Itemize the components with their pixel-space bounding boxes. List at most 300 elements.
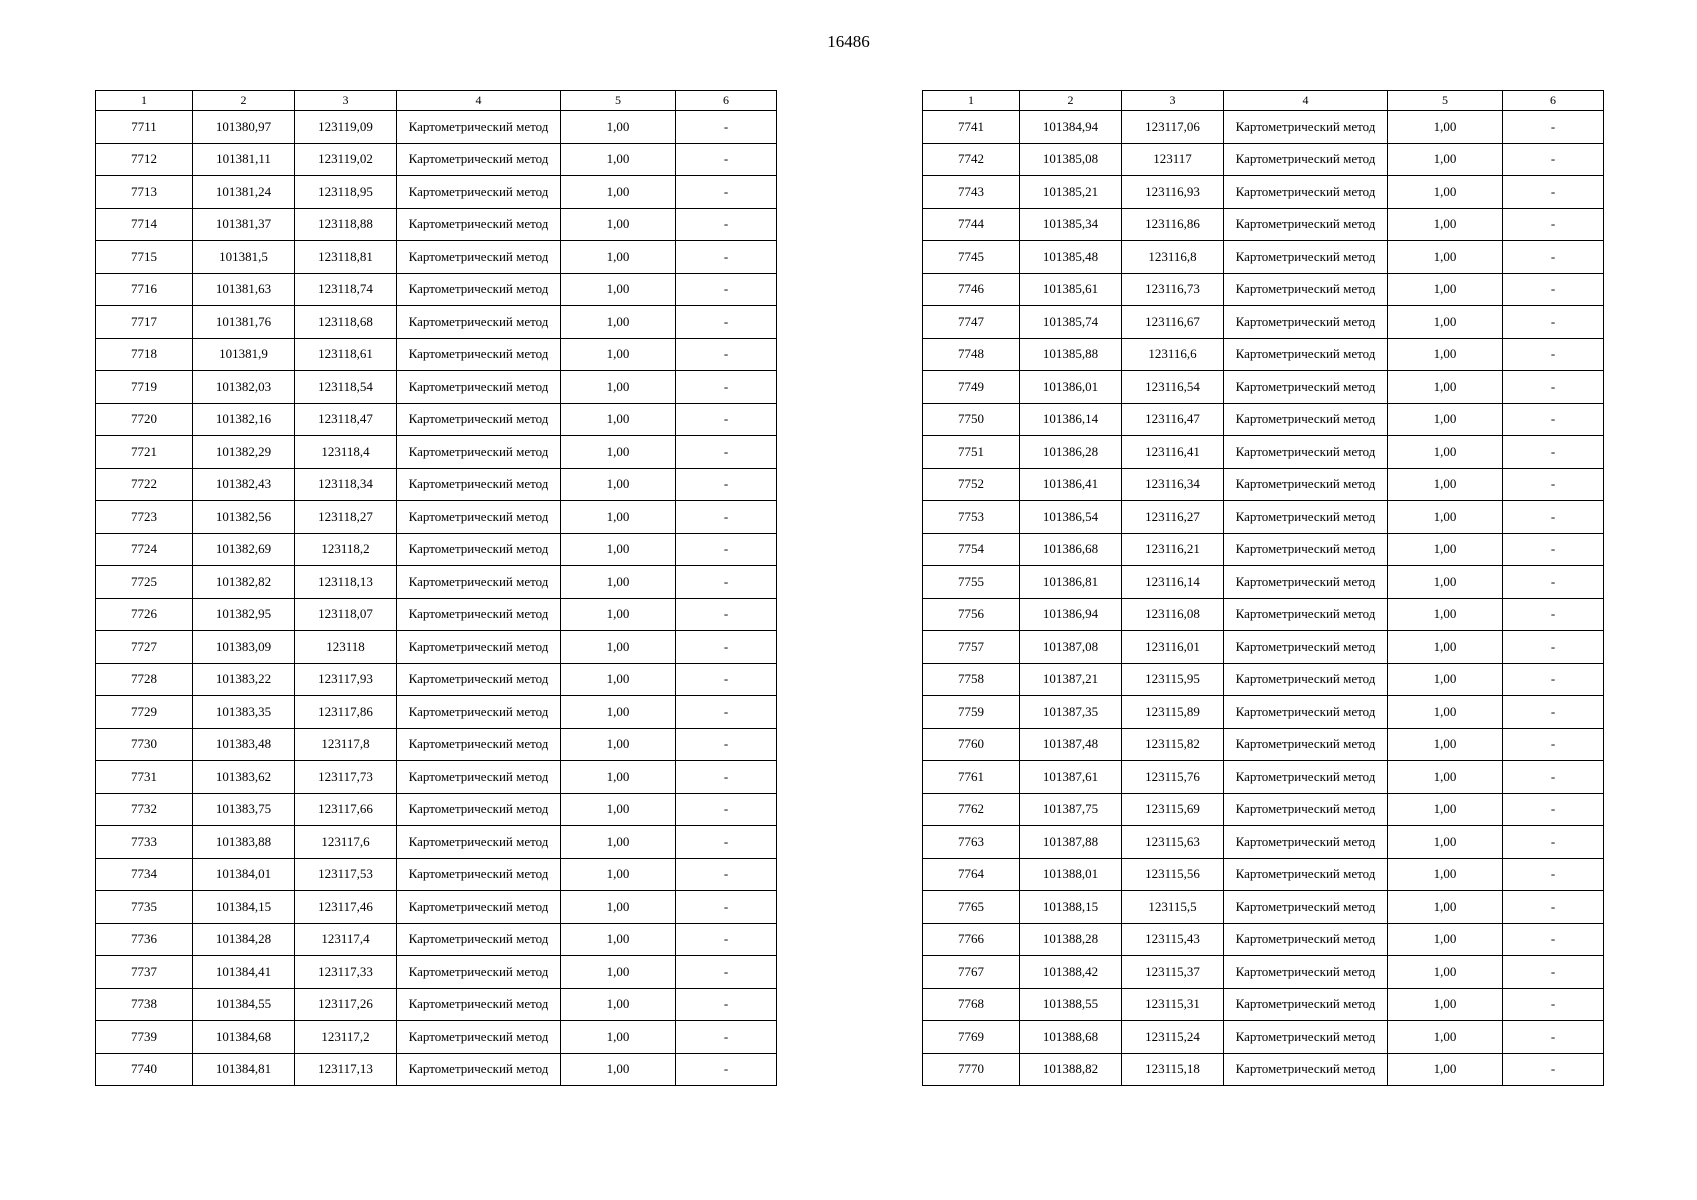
method-cell: Картометрический метод [397, 988, 561, 1021]
accuracy-cell: 1,00 [561, 826, 676, 859]
point-number-cell: 7751 [923, 436, 1020, 469]
accuracy-cell: 1,00 [1388, 371, 1503, 404]
note-cell: - [1503, 241, 1604, 274]
method-cell: Картометрический метод [1224, 403, 1388, 436]
method-cell: Картометрический метод [397, 631, 561, 664]
point-number-cell: 7741 [923, 111, 1020, 144]
point-number-cell: 7718 [96, 338, 193, 371]
accuracy-cell: 1,00 [1388, 988, 1503, 1021]
table-row [923, 891, 1604, 924]
accuracy-cell: 1,00 [561, 956, 676, 989]
table-row [923, 338, 1604, 371]
point-number-cell: 7755 [923, 566, 1020, 599]
x-coordinate-cell: 101383,75 [193, 793, 295, 826]
note-cell: - [1503, 988, 1604, 1021]
column-header: 3 [1122, 91, 1224, 111]
point-number-cell: 7716 [96, 273, 193, 306]
accuracy-cell: 1,00 [1388, 826, 1503, 859]
accuracy-cell: 1,00 [561, 1053, 676, 1086]
accuracy-cell: 1,00 [561, 143, 676, 176]
note-cell: - [1503, 728, 1604, 761]
x-coordinate-cell: 101383,09 [193, 631, 295, 664]
y-coordinate-cell: 123115,82 [1122, 728, 1224, 761]
y-coordinate-cell: 123117,66 [295, 793, 397, 826]
table-row [923, 1053, 1604, 1086]
method-cell: Картометрический метод [1224, 208, 1388, 241]
x-coordinate-cell: 101382,03 [193, 371, 295, 404]
table-row [96, 533, 777, 566]
note-cell: - [1503, 956, 1604, 989]
x-coordinate-cell: 101387,61 [1020, 761, 1122, 794]
point-number-cell: 7715 [96, 241, 193, 274]
x-coordinate-cell: 101385,48 [1020, 241, 1122, 274]
point-number-cell: 7761 [923, 761, 1020, 794]
x-coordinate-cell: 101382,16 [193, 403, 295, 436]
y-coordinate-cell: 123117,6 [295, 826, 397, 859]
point-number-cell: 7748 [923, 338, 1020, 371]
y-coordinate-cell: 123118,81 [295, 241, 397, 274]
table-body-right [923, 111, 1604, 1086]
point-number-cell: 7754 [923, 533, 1020, 566]
note-cell: - [1503, 858, 1604, 891]
method-cell: Картометрический метод [397, 1021, 561, 1054]
method-cell: Картометрический метод [397, 1053, 561, 1086]
note-cell: - [1503, 111, 1604, 144]
method-cell: Картометрический метод [397, 891, 561, 924]
point-number-cell: 7742 [923, 143, 1020, 176]
point-number-cell: 7766 [923, 923, 1020, 956]
method-cell: Картометрический метод [1224, 956, 1388, 989]
method-cell: Картометрический метод [1224, 761, 1388, 794]
method-cell: Картометрический метод [1224, 176, 1388, 209]
method-cell: Картометрический метод [397, 143, 561, 176]
note-cell: - [676, 1021, 777, 1054]
method-cell: Картометрический метод [397, 176, 561, 209]
point-number-cell: 7717 [96, 306, 193, 339]
accuracy-cell: 1,00 [561, 468, 676, 501]
y-coordinate-cell: 123116,73 [1122, 273, 1224, 306]
method-cell: Картометрический метод [397, 273, 561, 306]
table-row [96, 1021, 777, 1054]
note-cell: - [676, 663, 777, 696]
column-header: 2 [1020, 91, 1122, 111]
y-coordinate-cell: 123118,95 [295, 176, 397, 209]
x-coordinate-cell: 101385,88 [1020, 338, 1122, 371]
method-cell: Картометрический метод [397, 923, 561, 956]
x-coordinate-cell: 101383,88 [193, 826, 295, 859]
point-number-cell: 7760 [923, 728, 1020, 761]
y-coordinate-cell: 123117,8 [295, 728, 397, 761]
method-cell: Картометрический метод [397, 111, 561, 144]
accuracy-cell: 1,00 [561, 111, 676, 144]
accuracy-cell: 1,00 [561, 176, 676, 209]
accuracy-cell: 1,00 [1388, 533, 1503, 566]
table-row [923, 631, 1604, 664]
accuracy-cell: 1,00 [1388, 923, 1503, 956]
table-row [96, 826, 777, 859]
table-row [923, 371, 1604, 404]
method-cell: Картометрический метод [1224, 566, 1388, 599]
table-row [96, 208, 777, 241]
accuracy-cell: 1,00 [1388, 631, 1503, 664]
note-cell: - [676, 858, 777, 891]
method-cell: Картометрический метод [1224, 696, 1388, 729]
table-row [923, 533, 1604, 566]
method-cell: Картометрический метод [397, 338, 561, 371]
method-cell: Картометрический метод [397, 208, 561, 241]
method-cell: Картометрический метод [1224, 793, 1388, 826]
point-number-cell: 7720 [96, 403, 193, 436]
column-header: 5 [1388, 91, 1503, 111]
y-coordinate-cell: 123115,18 [1122, 1053, 1224, 1086]
y-coordinate-cell: 123118,07 [295, 598, 397, 631]
accuracy-cell: 1,00 [1388, 306, 1503, 339]
accuracy-cell: 1,00 [561, 338, 676, 371]
accuracy-cell: 1,00 [561, 728, 676, 761]
table-row [96, 696, 777, 729]
y-coordinate-cell: 123117 [1122, 143, 1224, 176]
point-number-cell: 7727 [96, 631, 193, 664]
method-cell: Картометрический метод [397, 663, 561, 696]
note-cell: - [676, 176, 777, 209]
x-coordinate-cell: 101386,14 [1020, 403, 1122, 436]
table-row [96, 956, 777, 989]
point-number-cell: 7765 [923, 891, 1020, 924]
y-coordinate-cell: 123118,74 [295, 273, 397, 306]
x-coordinate-cell: 101383,35 [193, 696, 295, 729]
y-coordinate-cell: 123119,02 [295, 143, 397, 176]
y-coordinate-cell: 123118,13 [295, 566, 397, 599]
note-cell: - [1503, 1053, 1604, 1086]
table-row [923, 273, 1604, 306]
column-header: 4 [1224, 91, 1388, 111]
table-row [923, 663, 1604, 696]
note-cell: - [676, 338, 777, 371]
note-cell: - [676, 1053, 777, 1086]
point-number-cell: 7768 [923, 988, 1020, 1021]
table-row [923, 598, 1604, 631]
note-cell: - [1503, 306, 1604, 339]
method-cell: Картометрический метод [397, 793, 561, 826]
table-row [923, 208, 1604, 241]
table-header-row [923, 91, 1604, 111]
method-cell: Картометрический метод [1224, 631, 1388, 664]
y-coordinate-cell: 123115,95 [1122, 663, 1224, 696]
note-cell: - [676, 468, 777, 501]
method-cell: Картометрический метод [1224, 241, 1388, 274]
table-row [923, 111, 1604, 144]
accuracy-cell: 1,00 [561, 533, 676, 566]
accuracy-cell: 1,00 [1388, 501, 1503, 534]
note-cell: - [676, 371, 777, 404]
column-header: 1 [923, 91, 1020, 111]
point-number-cell: 7723 [96, 501, 193, 534]
point-number-cell: 7736 [96, 923, 193, 956]
method-cell: Картометрический метод [1224, 826, 1388, 859]
x-coordinate-cell: 101384,28 [193, 923, 295, 956]
table-row [923, 403, 1604, 436]
method-cell: Картометрический метод [397, 761, 561, 794]
method-cell: Картометрический метод [397, 728, 561, 761]
accuracy-cell: 1,00 [1388, 273, 1503, 306]
table-row [923, 696, 1604, 729]
y-coordinate-cell: 123117,06 [1122, 111, 1224, 144]
note-cell: - [1503, 403, 1604, 436]
note-cell: - [1503, 696, 1604, 729]
column-header: 6 [676, 91, 777, 111]
x-coordinate-cell: 101382,82 [193, 566, 295, 599]
table-row [96, 241, 777, 274]
column-header: 1 [96, 91, 193, 111]
point-number-cell: 7764 [923, 858, 1020, 891]
note-cell: - [676, 501, 777, 534]
y-coordinate-cell: 123117,33 [295, 956, 397, 989]
note-cell: - [1503, 208, 1604, 241]
x-coordinate-cell: 101382,69 [193, 533, 295, 566]
method-cell: Картометрический метод [1224, 858, 1388, 891]
table-row [923, 241, 1604, 274]
note-cell: - [676, 891, 777, 924]
accuracy-cell: 1,00 [561, 501, 676, 534]
x-coordinate-cell: 101385,34 [1020, 208, 1122, 241]
method-cell: Картометрический метод [1224, 988, 1388, 1021]
point-number-cell: 7721 [96, 436, 193, 469]
point-number-cell: 7747 [923, 306, 1020, 339]
column-header: 4 [397, 91, 561, 111]
y-coordinate-cell: 123116,01 [1122, 631, 1224, 664]
y-coordinate-cell: 123116,54 [1122, 371, 1224, 404]
y-coordinate-cell: 123116,86 [1122, 208, 1224, 241]
x-coordinate-cell: 101386,41 [1020, 468, 1122, 501]
x-coordinate-cell: 101386,81 [1020, 566, 1122, 599]
accuracy-cell: 1,00 [561, 273, 676, 306]
method-cell: Картометрический метод [397, 501, 561, 534]
y-coordinate-cell: 123115,37 [1122, 956, 1224, 989]
y-coordinate-cell: 123118,34 [295, 468, 397, 501]
x-coordinate-cell: 101383,22 [193, 663, 295, 696]
method-cell: Картометрический метод [1224, 1021, 1388, 1054]
method-cell: Картометрический метод [397, 956, 561, 989]
point-number-cell: 7724 [96, 533, 193, 566]
method-cell: Картометрический метод [1224, 533, 1388, 566]
note-cell: - [676, 208, 777, 241]
point-number-cell: 7738 [96, 988, 193, 1021]
point-number-cell: 7753 [923, 501, 1020, 534]
accuracy-cell: 1,00 [1388, 858, 1503, 891]
x-coordinate-cell: 101381,11 [193, 143, 295, 176]
accuracy-cell: 1,00 [1388, 111, 1503, 144]
y-coordinate-cell: 123117,26 [295, 988, 397, 1021]
accuracy-cell: 1,00 [1388, 761, 1503, 794]
point-number-cell: 7711 [96, 111, 193, 144]
y-coordinate-cell: 123118,4 [295, 436, 397, 469]
y-coordinate-cell: 123115,76 [1122, 761, 1224, 794]
column-header: 2 [193, 91, 295, 111]
note-cell: - [1503, 436, 1604, 469]
x-coordinate-cell: 101387,35 [1020, 696, 1122, 729]
note-cell: - [1503, 468, 1604, 501]
table-row [96, 111, 777, 144]
accuracy-cell: 1,00 [561, 1021, 676, 1054]
accuracy-cell: 1,00 [561, 631, 676, 664]
table-row [923, 436, 1604, 469]
table-row [923, 728, 1604, 761]
method-cell: Картометрический метод [1224, 273, 1388, 306]
table-row [96, 176, 777, 209]
x-coordinate-cell: 101382,43 [193, 468, 295, 501]
note-cell: - [1503, 338, 1604, 371]
table-row [923, 468, 1604, 501]
x-coordinate-cell: 101381,5 [193, 241, 295, 274]
method-cell: Картометрический метод [397, 403, 561, 436]
note-cell: - [1503, 1021, 1604, 1054]
x-coordinate-cell: 101384,94 [1020, 111, 1122, 144]
x-coordinate-cell: 101381,63 [193, 273, 295, 306]
table-row [96, 988, 777, 1021]
accuracy-cell: 1,00 [561, 923, 676, 956]
x-coordinate-cell: 101381,9 [193, 338, 295, 371]
note-cell: - [1503, 371, 1604, 404]
accuracy-cell: 1,00 [561, 306, 676, 339]
note-cell: - [676, 403, 777, 436]
note-cell: - [676, 306, 777, 339]
x-coordinate-cell: 101384,81 [193, 1053, 295, 1086]
method-cell: Картометрический метод [1224, 891, 1388, 924]
point-number-cell: 7740 [96, 1053, 193, 1086]
point-number-cell: 7745 [923, 241, 1020, 274]
accuracy-cell: 1,00 [561, 988, 676, 1021]
point-number-cell: 7757 [923, 631, 1020, 664]
x-coordinate-cell: 101385,21 [1020, 176, 1122, 209]
table-row [923, 793, 1604, 826]
table-row [923, 1021, 1604, 1054]
note-cell: - [1503, 761, 1604, 794]
point-number-cell: 7762 [923, 793, 1020, 826]
column-header: 5 [561, 91, 676, 111]
table-row [923, 566, 1604, 599]
accuracy-cell: 1,00 [1388, 598, 1503, 631]
accuracy-cell: 1,00 [561, 858, 676, 891]
y-coordinate-cell: 123115,24 [1122, 1021, 1224, 1054]
table-row [96, 631, 777, 664]
point-number-cell: 7713 [96, 176, 193, 209]
y-coordinate-cell: 123117,86 [295, 696, 397, 729]
table-row [96, 598, 777, 631]
method-cell: Картометрический метод [1224, 468, 1388, 501]
method-cell: Картометрический метод [1224, 371, 1388, 404]
method-cell: Картометрический метод [397, 306, 561, 339]
note-cell: - [1503, 176, 1604, 209]
table-row [96, 468, 777, 501]
y-coordinate-cell: 123116,6 [1122, 338, 1224, 371]
x-coordinate-cell: 101388,42 [1020, 956, 1122, 989]
table-row [923, 826, 1604, 859]
y-coordinate-cell: 123115,63 [1122, 826, 1224, 859]
accuracy-cell: 1,00 [1388, 403, 1503, 436]
point-number-cell: 7734 [96, 858, 193, 891]
point-number-cell: 7750 [923, 403, 1020, 436]
table-row [96, 371, 777, 404]
method-cell: Картометрический метод [397, 826, 561, 859]
y-coordinate-cell: 123115,69 [1122, 793, 1224, 826]
point-number-cell: 7756 [923, 598, 1020, 631]
point-number-cell: 7733 [96, 826, 193, 859]
point-number-cell: 7752 [923, 468, 1020, 501]
x-coordinate-cell: 101388,82 [1020, 1053, 1122, 1086]
accuracy-cell: 1,00 [1388, 793, 1503, 826]
accuracy-cell: 1,00 [1388, 663, 1503, 696]
x-coordinate-cell: 101387,75 [1020, 793, 1122, 826]
method-cell: Картометрический метод [397, 696, 561, 729]
x-coordinate-cell: 101388,01 [1020, 858, 1122, 891]
accuracy-cell: 1,00 [1388, 338, 1503, 371]
y-coordinate-cell: 123115,43 [1122, 923, 1224, 956]
table-row [96, 436, 777, 469]
y-coordinate-cell: 123116,8 [1122, 241, 1224, 274]
column-header: 6 [1503, 91, 1604, 111]
accuracy-cell: 1,00 [1388, 696, 1503, 729]
method-cell: Картометрический метод [397, 436, 561, 469]
point-number-cell: 7722 [96, 468, 193, 501]
note-cell: - [1503, 143, 1604, 176]
method-cell: Картометрический метод [397, 468, 561, 501]
method-cell: Картометрический метод [1224, 598, 1388, 631]
accuracy-cell: 1,00 [561, 696, 676, 729]
note-cell: - [1503, 501, 1604, 534]
note-cell: - [676, 793, 777, 826]
note-cell: - [1503, 891, 1604, 924]
accuracy-cell: 1,00 [1388, 436, 1503, 469]
note-cell: - [676, 598, 777, 631]
method-cell: Картометрический метод [1224, 1053, 1388, 1086]
point-number-cell: 7739 [96, 1021, 193, 1054]
y-coordinate-cell: 123118,88 [295, 208, 397, 241]
note-cell: - [676, 241, 777, 274]
note-cell: - [1503, 566, 1604, 599]
note-cell: - [676, 956, 777, 989]
x-coordinate-cell: 101382,29 [193, 436, 295, 469]
note-cell: - [676, 143, 777, 176]
x-coordinate-cell: 101386,54 [1020, 501, 1122, 534]
accuracy-cell: 1,00 [561, 436, 676, 469]
page-number: 16486 [827, 32, 870, 51]
y-coordinate-cell: 123115,31 [1122, 988, 1224, 1021]
method-cell: Картометрический метод [1224, 728, 1388, 761]
table-row [96, 891, 777, 924]
table-row [96, 858, 777, 891]
note-cell: - [676, 436, 777, 469]
column-header: 3 [295, 91, 397, 111]
accuracy-cell: 1,00 [1388, 241, 1503, 274]
y-coordinate-cell: 123116,41 [1122, 436, 1224, 469]
accuracy-cell: 1,00 [561, 371, 676, 404]
x-coordinate-cell: 101381,24 [193, 176, 295, 209]
y-coordinate-cell: 123117,4 [295, 923, 397, 956]
method-cell: Картометрический метод [1224, 143, 1388, 176]
method-cell: Картометрический метод [397, 598, 561, 631]
y-coordinate-cell: 123116,08 [1122, 598, 1224, 631]
accuracy-cell: 1,00 [1388, 176, 1503, 209]
x-coordinate-cell: 101382,95 [193, 598, 295, 631]
x-coordinate-cell: 101384,55 [193, 988, 295, 1021]
y-coordinate-cell: 123118 [295, 631, 397, 664]
note-cell: - [676, 988, 777, 1021]
x-coordinate-cell: 101387,88 [1020, 826, 1122, 859]
y-coordinate-cell: 123116,27 [1122, 501, 1224, 534]
x-coordinate-cell: 101381,76 [193, 306, 295, 339]
point-number-cell: 7735 [96, 891, 193, 924]
point-number-cell: 7767 [923, 956, 1020, 989]
